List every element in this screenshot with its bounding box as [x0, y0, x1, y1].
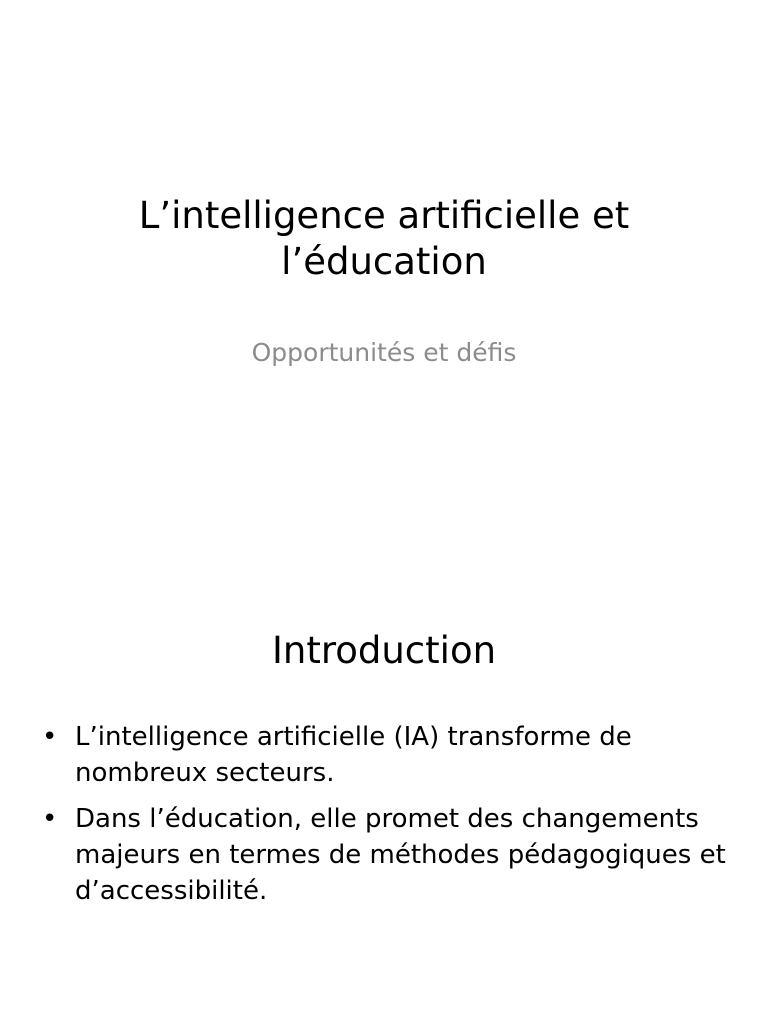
- introduction-slide: [0, 512, 768, 1024]
- bullet-text: Dans l’éducation, elle promet des changements majeurs en termes de méthodes pédagogiques et d’accessibilité.: [75, 804, 726, 906]
- presentation-title: L’intelligence artificielle et l’éducation: [138, 194, 630, 283]
- bullet-list: [40, 719, 730, 919]
- bullet-item: [40, 719, 730, 791]
- bullet-dot-icon: •: [42, 804, 58, 834]
- bullet-text: L’intelligence artificielle (IA) transforme de nombreux secteurs.: [75, 722, 632, 788]
- bullet-dot-icon: •: [42, 722, 58, 752]
- slide-title: Introduction: [271, 629, 497, 672]
- bullet-item: [40, 801, 730, 909]
- presentation-subtitle: Opportunités et défis: [251, 338, 517, 367]
